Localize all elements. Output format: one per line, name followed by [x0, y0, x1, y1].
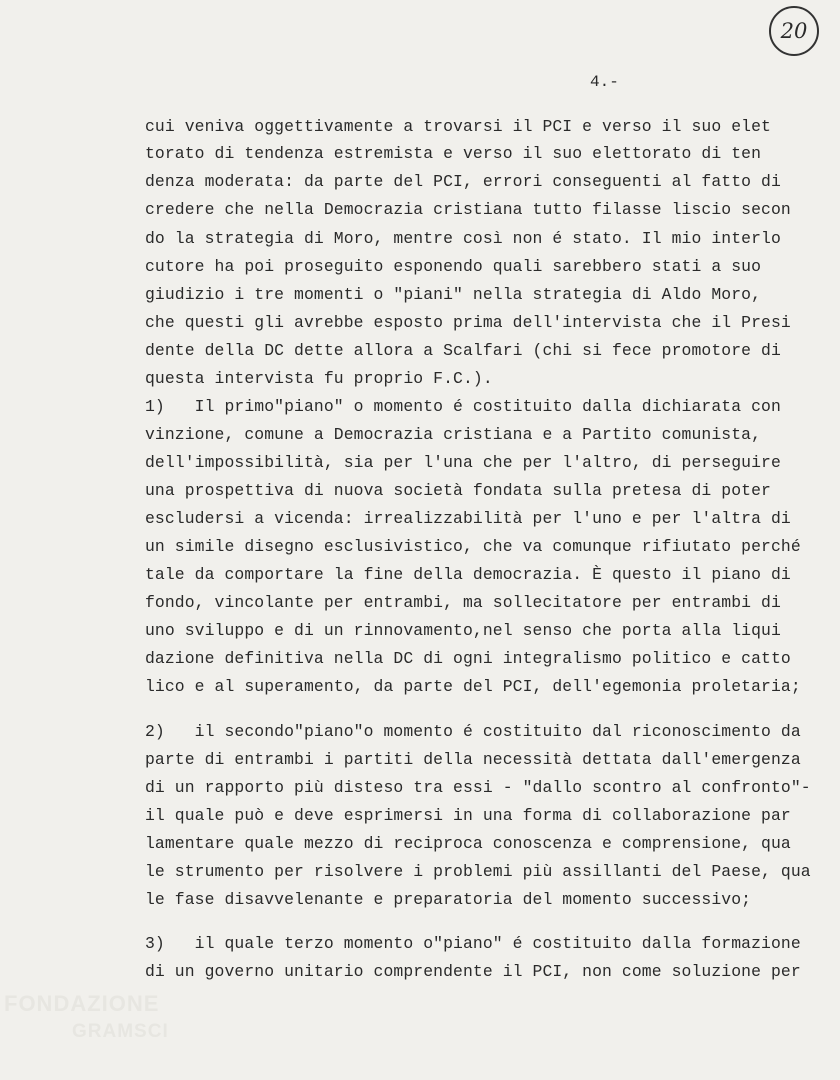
text-line: le fase disavvelenante e preparatoria del momento successivo; — [145, 890, 752, 909]
text-line: credere che nella Democrazia cristiana tutto filasse liscio secon — [145, 200, 791, 219]
text-line: il quale può e deve esprimersi in una forma di collaborazione par — [145, 806, 791, 825]
text-line: 3) il quale terzo momento o"piano" é costituito dalla formazione — [145, 934, 801, 953]
text-line: dell'impossibilità, sia per l'una che per l'altro, di perseguire — [145, 453, 781, 472]
text-line: torato di tendenza estremista e verso il suo elettorato di ten — [145, 144, 762, 163]
text-line: 1) Il primo"piano" o momento é costituito dalla dichiarata con — [145, 397, 781, 416]
text-line: dazione definitiva nella DC di ogni integralismo politico e catto — [145, 649, 791, 668]
text-line: denza moderata: da parte del PCI, errori conseguenti al fatto di — [145, 172, 781, 191]
text-line: lico e al superamento, da parte del PCI, dell'egemonia proletaria; — [145, 677, 801, 696]
page-number: 4.- — [590, 73, 619, 91]
text-line: tale da comportare la fine della democrazia. È questo il piano di — [145, 565, 791, 584]
text-line: di un rapporto più disteso tra essi - "dallo scontro al confronto"- — [145, 778, 811, 797]
text-line: una prospettiva di nuova società fondata sulla pretesa di poter — [145, 481, 771, 500]
text-line: giudizio i tre momenti o "piani" nella strategia di Aldo Moro, — [145, 285, 762, 304]
text-line: le strumento per risolvere i problemi più assillanti del Paese, qua — [145, 862, 811, 881]
text-line: fondo, vincolante per entrambi, ma sollecitatore per entrambi di — [145, 593, 781, 612]
text-line: 2) il secondo"piano"o momento é costituito dal riconoscimento da — [145, 722, 801, 741]
text-line: che questi gli avrebbe esposto prima dell'intervista che il Presi — [145, 313, 791, 332]
text-line: cui veniva oggettivamente a trovarsi il PCI e verso il suo elet — [145, 117, 771, 136]
text-line: un simile disegno esclusivistico, che va comunque rifiutato perché — [145, 537, 801, 556]
text-line: lamentare quale mezzo di reciproca conoscenza e comprensione, qua — [145, 834, 791, 853]
stamp-number: 20 — [780, 19, 808, 43]
watermark-line-1: FONDAZIONE — [4, 991, 160, 1016]
watermark-line-2: GRAMSCI — [72, 1021, 169, 1042]
text-line: parte di entrambi i partiti della necessità dettata dall'emergenza — [145, 750, 801, 769]
text-line: cutore ha poi proseguito esponendo quali sarebbero stati a suo — [145, 257, 762, 276]
text-line: di un governo unitario comprendente il PCI, non come soluzione per — [145, 962, 801, 981]
text-line: escludersi a vicenda: irrealizzabilità per l'uno e per l'altra di — [145, 509, 791, 528]
text-line: questa intervista fu proprio F.C.). — [145, 369, 493, 388]
text-line: vinzione, comune a Democrazia cristiana e a Partito comunista, — [145, 425, 762, 444]
text-line: do la strategia di Moro, mentre così non é stato. Il mio interlo — [145, 229, 781, 248]
text-line: dente della DC dette allora a Scalfari (chi si fece promotore di — [145, 341, 781, 360]
archive-page-stamp — [769, 6, 819, 56]
archive-watermark — [4, 990, 169, 1046]
text-line: uno sviluppo e di un rinnovamento,nel senso che porta alla liqui — [145, 621, 781, 640]
